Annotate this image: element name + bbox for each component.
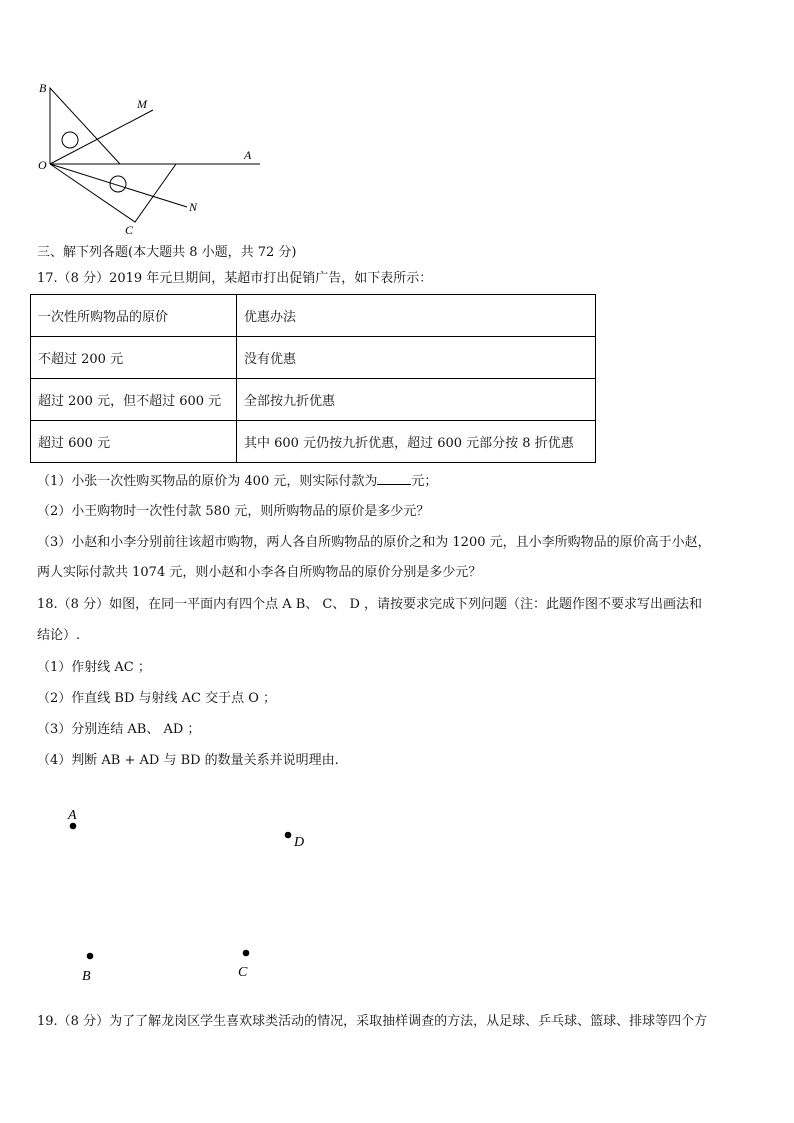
table-header-cell: 一次性所购物品的原价 — [31, 295, 237, 337]
ray-om — [50, 110, 153, 164]
point-d — [285, 832, 292, 839]
point-c — [243, 950, 250, 957]
table-row — [31, 337, 596, 379]
q18-intro-line1: 18.（8 分）如图，在同一平面内有四个点 A B、 C、 D ，请按要求完成下列问题（注：此题作图不要求写出画法和 — [37, 597, 703, 612]
point-label-c: C — [238, 965, 248, 980]
q17-part1-unit: 元； — [411, 474, 438, 489]
point-label-a: A — [68, 808, 77, 823]
label-n: N — [189, 200, 198, 214]
table-cell: 超过 200 元，但不超过 600 元 — [31, 379, 237, 421]
q17-part2: （2）小王购物时一次性付款 580 元，则所购物品的原价是多少元？ — [37, 504, 430, 519]
lower-triangle — [50, 164, 176, 222]
q17-part1-text: （1）小张一次性购买物品的原价为 400 元，则实际付款为 — [37, 474, 378, 489]
upper-triangle — [50, 88, 120, 164]
answer-blank — [377, 472, 411, 485]
q18-part4: （4）判断 AB + AD 与 BD 的数量关系并说明理由. — [37, 753, 339, 768]
q18-intro-line2: 结论）. — [37, 628, 81, 643]
label-a: A — [244, 148, 252, 162]
point-label-b: B — [82, 969, 91, 984]
q17-part3-line1: （3）小赵和小李分别前往该超市购物，两人各自所购物品的原价之和为 1200 元，且小李所购物品的原价高于小赵， — [37, 535, 711, 550]
q17-part3-line2: 两人实际付款共 1074 元，则小赵和小李各自所购物品的原价分别是多少元？ — [37, 565, 482, 580]
table-row — [31, 379, 596, 421]
table-cell: 其中 600 元仍按九折优惠，超过 600 元部分按 8 折优惠 — [237, 421, 596, 463]
table-cell: 没有优惠 — [237, 337, 596, 379]
point-label-d: D — [294, 835, 305, 850]
q19-intro: 19.（8 分）为了了解龙岗区学生喜欢球类活动的情况，采取抽样调查的方法，从足球、乒乓球、篮球、排球等四个方 — [37, 1014, 708, 1029]
promotion-table — [30, 294, 596, 463]
table-header-cell: 优惠办法 — [237, 295, 596, 337]
point-a — [70, 823, 77, 830]
section-heading: 三、解下列各题(本大题共 8 小题，共 72 分) — [37, 245, 297, 260]
label-o: O — [38, 158, 47, 172]
q18-part2: （2）作直线 BD 与射线 AC 交于点 O ； — [37, 691, 277, 706]
q18-part3: （3）分别连结 AB、 AD ； — [37, 722, 201, 737]
ray-on — [50, 164, 187, 207]
q17-part1 — [37, 472, 437, 491]
table-cell: 不超过 200 元 — [31, 337, 237, 379]
upper-triangle-hole — [62, 132, 78, 148]
label-c: C — [125, 223, 134, 237]
geometry-figure-points — [60, 800, 320, 990]
point-b — [87, 953, 94, 960]
q17-intro: 17.（8 分）2019 年元旦期间，某超市打出促销广告，如下表所示： — [37, 271, 433, 286]
table-cell: 全部按九折优惠 — [237, 379, 596, 421]
table-header-row — [31, 295, 596, 337]
geometry-figure-angles — [30, 78, 270, 238]
table-cell: 超过 600 元 — [31, 421, 237, 463]
label-b: B — [39, 81, 47, 95]
table-row — [31, 421, 596, 463]
label-m: M — [137, 97, 147, 111]
q18-part1: （1）作射线 AC ； — [37, 660, 151, 675]
